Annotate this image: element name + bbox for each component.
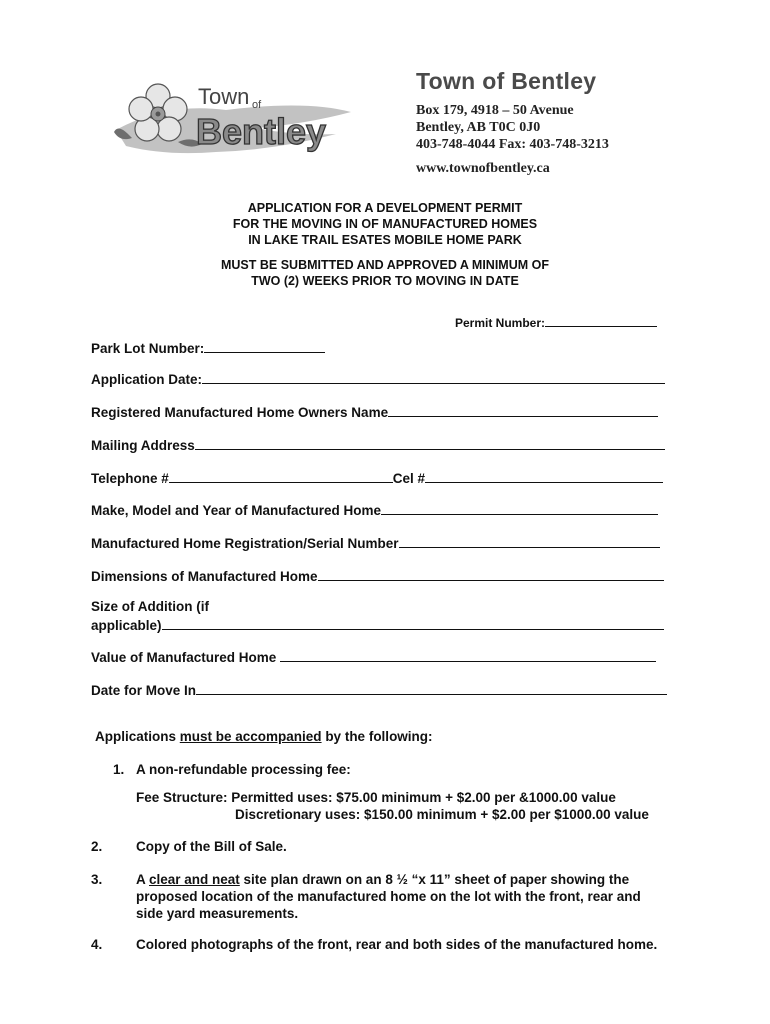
mailing-address-row <box>91 436 665 453</box>
dimensions-label: Dimensions of Manufactured Home <box>91 569 318 584</box>
item-3-text <box>136 871 696 922</box>
value-row <box>91 648 656 665</box>
item-3-text-b: site plan drawn on an 8 ½ “x 11” sheet of paper showing the <box>239 872 630 887</box>
application-date-label: Application Date: <box>91 372 203 387</box>
item-2-text: Copy of the Bill of Sale. <box>136 839 287 854</box>
logo-word-town: Town <box>198 84 250 109</box>
move-in-date-field[interactable] <box>196 681 667 695</box>
cel-label: Cel # <box>392 471 426 486</box>
telephone-label: Telephone # <box>91 471 169 486</box>
application-date-field[interactable] <box>202 370 665 384</box>
cel-field[interactable] <box>425 469 663 483</box>
owners-name-field[interactable] <box>388 403 658 417</box>
intro-text-underlined: must be accompanied <box>179 729 322 744</box>
item-3-line-3: side yard measurements. <box>136 906 299 921</box>
move-in-date-label: Date for Move In <box>91 683 197 698</box>
town-title: Town of Bentley <box>416 68 597 94</box>
item-1-number: 1. <box>113 762 125 777</box>
notice-line-2: TWO (2) WEEKS PRIOR TO MOVING IN DATE <box>251 274 519 288</box>
notice-line-1: MUST BE SUBMITTED AND APPROVED A MINIMUM OF <box>220 258 549 272</box>
intro-text-before: Applications <box>95 729 180 744</box>
phone-fax-line: 403-748-4044 Fax: 403-748-3213 <box>416 137 609 152</box>
heading-line-1: APPLICATION FOR A DEVELOPMENT PERMIT <box>247 201 523 215</box>
item-4-number: 4. <box>91 937 103 952</box>
submission-notice <box>0 257 770 289</box>
item-2-number: 2. <box>91 839 103 854</box>
address-line-2: Bentley, AB T0C 0J0 <box>416 120 541 135</box>
make-model-year-row <box>91 501 658 518</box>
item-3-number: 3. <box>91 872 103 887</box>
dimensions-row <box>91 567 664 584</box>
size-of-addition-field[interactable] <box>162 616 664 630</box>
mailing-address-field[interactable] <box>195 436 665 450</box>
form-heading <box>0 200 770 248</box>
address-line-1: Box 179, 4918 – 50 Avenue <box>416 103 574 118</box>
item-4-text: Colored photographs of the front, rear and both sides of the manufactured home. <box>136 937 658 952</box>
size-of-addition-label-line-2: applicable) <box>91 618 162 633</box>
size-of-addition-row <box>91 616 664 633</box>
owners-name-label: Registered Manufactured Home Owners Name <box>91 405 389 420</box>
value-label: Value of Manufactured Home <box>91 650 277 665</box>
park-lot-field[interactable] <box>204 339 325 353</box>
make-model-year-field[interactable] <box>381 501 658 515</box>
registration-serial-label: Manufactured Home Registration/Serial Number <box>91 536 399 551</box>
item-3-line-2: proposed location of the manufactured home on the lot with the front, rear and <box>136 889 641 904</box>
move-in-date-row <box>91 681 667 698</box>
telephone-field[interactable] <box>169 469 393 483</box>
park-lot-row <box>91 339 325 356</box>
permit-number-field[interactable] <box>545 313 657 327</box>
size-of-addition-label-line-1: Size of Addition (if <box>91 599 209 614</box>
town-of-bentley-logo <box>106 72 356 172</box>
heading-line-2: FOR THE MOVING IN OF MANUFACTURED HOMES <box>232 217 538 231</box>
fee-structure-line-2: Discretionary uses: $150.00 minimum + $2.00 per $1000.00 value <box>235 807 649 822</box>
application-date-row <box>91 370 665 387</box>
requirements-intro <box>95 729 433 744</box>
logo-word-of: of <box>252 99 262 111</box>
value-field[interactable] <box>280 648 656 662</box>
permit-number-label: Permit Number: <box>455 316 546 330</box>
mailing-address-label: Mailing Address <box>91 438 195 453</box>
registration-serial-field[interactable] <box>399 534 660 548</box>
town-contact-block <box>416 68 609 177</box>
telephone-row <box>91 469 663 486</box>
item-1-text: A non-refundable processing fee: <box>136 762 351 777</box>
logo-word-bentley: Bentley <box>196 111 327 152</box>
park-lot-label: Park Lot Number: <box>91 341 205 356</box>
make-model-year-label: Make, Model and Year of Manufactured Home <box>91 503 382 518</box>
website-link[interactable]: www.townofbentley.ca <box>416 161 550 176</box>
registration-serial-row <box>91 534 660 551</box>
intro-text-after: by the following: <box>321 729 433 744</box>
item-3-text-a: A <box>136 872 149 887</box>
heading-line-3: IN LAKE TRAIL ESATES MOBILE HOME PARK <box>248 233 522 247</box>
owners-name-row <box>91 403 658 420</box>
fee-structure-line-1: Fee Structure: Permitted uses: $75.00 minimum + $2.00 per &1000.00 value <box>136 790 616 805</box>
permit-number-row <box>455 313 657 330</box>
item-3-text-underlined: clear and neat <box>149 872 240 887</box>
dimensions-field[interactable] <box>318 567 664 581</box>
